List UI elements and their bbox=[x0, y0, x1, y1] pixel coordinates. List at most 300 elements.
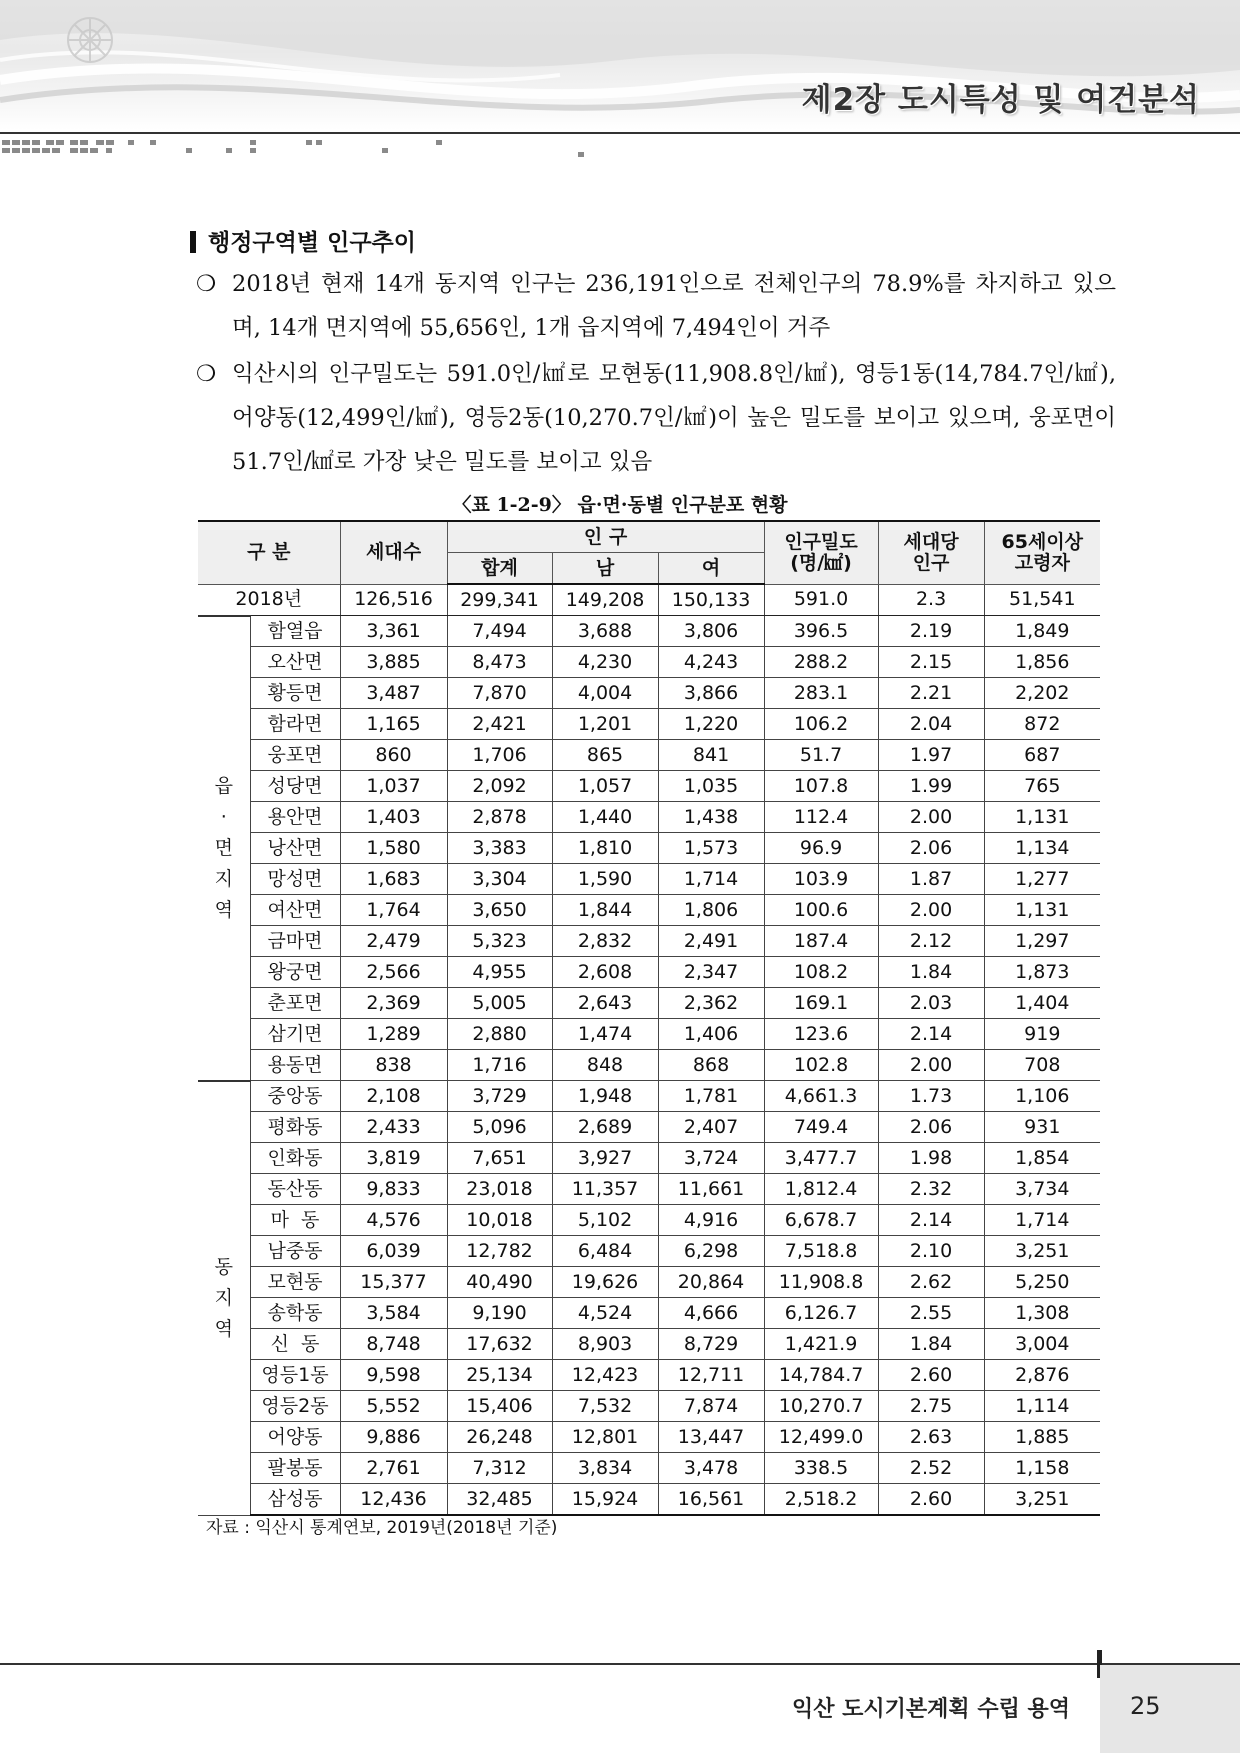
table-cell: 3,004 bbox=[984, 1329, 1100, 1360]
table-cell: 288.2 bbox=[764, 647, 878, 678]
region-name: 어양동 bbox=[250, 1422, 340, 1453]
table-cell: 5,323 bbox=[447, 926, 552, 957]
table-cell: 1.97 bbox=[878, 740, 984, 771]
region-name: 웅포면 bbox=[250, 740, 340, 771]
table-cell: 9,833 bbox=[340, 1174, 447, 1205]
table-cell: 1,406 bbox=[658, 1019, 764, 1050]
total-row-label: 2018년 bbox=[198, 584, 340, 616]
table-cell: 1,131 bbox=[984, 802, 1100, 833]
region-name: 망성면 bbox=[250, 864, 340, 895]
table-cell: 5,552 bbox=[340, 1391, 447, 1422]
table-cell: 4,576 bbox=[340, 1205, 447, 1236]
region-name: 마 동 bbox=[250, 1205, 340, 1236]
table-cell: 1,158 bbox=[984, 1453, 1100, 1484]
table-cell: 9,190 bbox=[447, 1298, 552, 1329]
table-cell: 15,377 bbox=[340, 1267, 447, 1298]
table-row bbox=[198, 1174, 1100, 1205]
table-row-total bbox=[198, 584, 1100, 616]
table-cell: 1,812.4 bbox=[764, 1174, 878, 1205]
table-cell: 6,484 bbox=[552, 1236, 658, 1267]
table-row bbox=[198, 833, 1100, 864]
group-label-char: 동 bbox=[214, 1255, 233, 1278]
table-cell: 15,924 bbox=[552, 1484, 658, 1516]
table-row bbox=[198, 1422, 1100, 1453]
table-cell: 26,248 bbox=[447, 1422, 552, 1453]
total-cell: 126,516 bbox=[340, 584, 447, 616]
table-cell: 1.98 bbox=[878, 1143, 984, 1174]
bullet-paragraph bbox=[196, 262, 1116, 350]
table-cell: 4,524 bbox=[552, 1298, 658, 1329]
group-label bbox=[198, 1081, 250, 1516]
table-cell: 2.60 bbox=[878, 1360, 984, 1391]
region-name: 인화동 bbox=[250, 1143, 340, 1174]
table-cell: 1,037 bbox=[340, 771, 447, 802]
table-row bbox=[198, 771, 1100, 802]
table-cell: 100.6 bbox=[764, 895, 878, 926]
table-cell: 2,518.2 bbox=[764, 1484, 878, 1516]
table-cell: 3,251 bbox=[984, 1484, 1100, 1516]
table-cell: 396.5 bbox=[764, 616, 878, 647]
table-cell: 7,874 bbox=[658, 1391, 764, 1422]
table-cell: 2.32 bbox=[878, 1174, 984, 1205]
header-male: 남 bbox=[552, 553, 658, 585]
region-name: 송학동 bbox=[250, 1298, 340, 1329]
table-cell: 3,584 bbox=[340, 1298, 447, 1329]
table-cell: 1,856 bbox=[984, 647, 1100, 678]
table-cell: 3,819 bbox=[340, 1143, 447, 1174]
page-number-box bbox=[1100, 1665, 1240, 1753]
table-cell: 872 bbox=[984, 709, 1100, 740]
table-cell: 12,436 bbox=[340, 1484, 447, 1516]
table-cell: 3,834 bbox=[552, 1453, 658, 1484]
region-name: 모현동 bbox=[250, 1267, 340, 1298]
table-cell: 112.4 bbox=[764, 802, 878, 833]
table-cell: 19,626 bbox=[552, 1267, 658, 1298]
bullet-text: 2018년 현재 14개 동지역 인구는 236,191인으로 전체인구의 78.9%를 차지하고 있으며, 14개 면지역에 55,656인, 1개 읍지역에 7,494인이 거주 bbox=[232, 271, 1116, 341]
table-cell: 6,678.7 bbox=[764, 1205, 878, 1236]
table-cell: 32,485 bbox=[447, 1484, 552, 1516]
table-cell: 5,005 bbox=[447, 988, 552, 1019]
table-cell: 1,297 bbox=[984, 926, 1100, 957]
table-cell: 1,440 bbox=[552, 802, 658, 833]
region-name: 왕궁면 bbox=[250, 957, 340, 988]
table-cell: 1,885 bbox=[984, 1422, 1100, 1453]
table-cell: 7,494 bbox=[447, 616, 552, 647]
region-name: 여산면 bbox=[250, 895, 340, 926]
table-cell: 1,421.9 bbox=[764, 1329, 878, 1360]
table-cell: 3,477.7 bbox=[764, 1143, 878, 1174]
table-cell: 4,243 bbox=[658, 647, 764, 678]
table-cell: 1,806 bbox=[658, 895, 764, 926]
table-cell: 1,277 bbox=[984, 864, 1100, 895]
table-cell: 3,478 bbox=[658, 1453, 764, 1484]
table-row bbox=[198, 1143, 1100, 1174]
table-cell: 2,369 bbox=[340, 988, 447, 1019]
header-female: 여 bbox=[658, 553, 764, 585]
table-cell: 25,134 bbox=[447, 1360, 552, 1391]
region-name: 영등1동 bbox=[250, 1360, 340, 1391]
table-cell: 2,092 bbox=[447, 771, 552, 802]
table-cell: 2.00 bbox=[878, 802, 984, 833]
table-cell: 2.52 bbox=[878, 1453, 984, 1484]
table-cell: 9,598 bbox=[340, 1360, 447, 1391]
table-cell: 1,165 bbox=[340, 709, 447, 740]
region-name: 용안면 bbox=[250, 802, 340, 833]
header-total: 합계 bbox=[447, 553, 552, 585]
table-cell: 2,479 bbox=[340, 926, 447, 957]
table-cell: 108.2 bbox=[764, 957, 878, 988]
table-cell: 2.14 bbox=[878, 1019, 984, 1050]
table-row bbox=[198, 1453, 1100, 1484]
region-name: 중앙동 bbox=[250, 1081, 340, 1112]
group-label-char: 역 bbox=[214, 1317, 233, 1340]
region-name: 남중동 bbox=[250, 1236, 340, 1267]
table-cell: 2,407 bbox=[658, 1112, 764, 1143]
table-cell: 10,270.7 bbox=[764, 1391, 878, 1422]
table-row bbox=[198, 740, 1100, 771]
table-cell: 2,362 bbox=[658, 988, 764, 1019]
table-row bbox=[198, 926, 1100, 957]
table-caption: 〈표 1-2-9〉 읍·면·동별 인구분포 현황 bbox=[452, 494, 788, 516]
table-row bbox=[198, 616, 1100, 647]
region-name: 오산면 bbox=[250, 647, 340, 678]
table-cell: 106.2 bbox=[764, 709, 878, 740]
table-cell: 2,347 bbox=[658, 957, 764, 988]
table-cell: 3,650 bbox=[447, 895, 552, 926]
total-cell: 2.3 bbox=[878, 584, 984, 616]
table-cell: 1.87 bbox=[878, 864, 984, 895]
table-cell: 2.75 bbox=[878, 1391, 984, 1422]
header-division: 구 분 bbox=[198, 521, 340, 584]
table-cell: 1,714 bbox=[658, 864, 764, 895]
table-cell: 2,689 bbox=[552, 1112, 658, 1143]
table-cell: 2,491 bbox=[658, 926, 764, 957]
table-cell: 1,854 bbox=[984, 1143, 1100, 1174]
table-cell: 931 bbox=[984, 1112, 1100, 1143]
table-cell: 4,230 bbox=[552, 647, 658, 678]
table-cell: 1,308 bbox=[984, 1298, 1100, 1329]
table-cell: 1.84 bbox=[878, 957, 984, 988]
table-cell: 3,866 bbox=[658, 678, 764, 709]
table-cell: 919 bbox=[984, 1019, 1100, 1050]
circle-bullet-icon: ❍ bbox=[196, 361, 217, 387]
group-label-char: 면 bbox=[214, 836, 233, 859]
table-cell: 3,729 bbox=[447, 1081, 552, 1112]
table-row bbox=[198, 1050, 1100, 1081]
region-name: 동산동 bbox=[250, 1174, 340, 1205]
table-row bbox=[198, 1391, 1100, 1422]
table-cell: 107.8 bbox=[764, 771, 878, 802]
table-cell: 1,134 bbox=[984, 833, 1100, 864]
table-cell: 841 bbox=[658, 740, 764, 771]
header-per-household bbox=[878, 521, 984, 584]
table-cell: 12,782 bbox=[447, 1236, 552, 1267]
region-name: 용동면 bbox=[250, 1050, 340, 1081]
table-cell: 848 bbox=[552, 1050, 658, 1081]
table-cell: 7,532 bbox=[552, 1391, 658, 1422]
table-cell: 15,406 bbox=[447, 1391, 552, 1422]
table-cell: 7,312 bbox=[447, 1453, 552, 1484]
table-cell: 3,487 bbox=[340, 678, 447, 709]
table-cell: 187.4 bbox=[764, 926, 878, 957]
table-cell: 3,383 bbox=[447, 833, 552, 864]
region-name: 황등면 bbox=[250, 678, 340, 709]
header-density-line2: (명/㎢) bbox=[790, 551, 852, 574]
table-cell: 7,651 bbox=[447, 1143, 552, 1174]
group-label bbox=[198, 616, 250, 1081]
table-cell: 2.60 bbox=[878, 1484, 984, 1516]
region-name: 춘포면 bbox=[250, 988, 340, 1019]
table-cell: 8,903 bbox=[552, 1329, 658, 1360]
table-cell: 1,573 bbox=[658, 833, 764, 864]
population-table bbox=[198, 520, 1100, 1516]
table-cell: 1,035 bbox=[658, 771, 764, 802]
table-cell: 1,580 bbox=[340, 833, 447, 864]
table-cell: 708 bbox=[984, 1050, 1100, 1081]
table-cell: 1,404 bbox=[984, 988, 1100, 1019]
table-cell: 11,357 bbox=[552, 1174, 658, 1205]
table-cell: 1,289 bbox=[340, 1019, 447, 1050]
table-cell: 1,716 bbox=[447, 1050, 552, 1081]
table-cell: 2,202 bbox=[984, 678, 1100, 709]
table-cell: 16,561 bbox=[658, 1484, 764, 1516]
region-name: 성당면 bbox=[250, 771, 340, 802]
group-label-char: 읍 bbox=[214, 774, 233, 797]
footer-divider bbox=[0, 1663, 1240, 1665]
chapter-title: 제2장 도시특성 및 여건분석 bbox=[801, 82, 1200, 118]
table-cell: 2.06 bbox=[878, 833, 984, 864]
total-cell: 591.0 bbox=[764, 584, 878, 616]
header-per-household-line2: 인구 bbox=[912, 551, 950, 574]
table-row bbox=[198, 1236, 1100, 1267]
section-heading-text: 행정구역별 인구추이 bbox=[208, 230, 416, 256]
header-elderly-line1: 65세이상 bbox=[1001, 530, 1084, 553]
table-cell: 12,423 bbox=[552, 1360, 658, 1391]
table-cell: 2.63 bbox=[878, 1422, 984, 1453]
table-cell: 2.55 bbox=[878, 1298, 984, 1329]
table-row bbox=[198, 802, 1100, 833]
table-row bbox=[198, 1484, 1100, 1516]
table-cell: 2.62 bbox=[878, 1267, 984, 1298]
table-cell: 687 bbox=[984, 740, 1100, 771]
table-row bbox=[198, 709, 1100, 740]
table-cell: 2,832 bbox=[552, 926, 658, 957]
header-households: 세대수 bbox=[340, 521, 447, 584]
table-row bbox=[198, 1267, 1100, 1298]
footer-document-title: 익산 도시기본계획 수립 용역 bbox=[791, 1697, 1070, 1722]
table-cell: 7,518.8 bbox=[764, 1236, 878, 1267]
table-cell: 102.8 bbox=[764, 1050, 878, 1081]
table-cell: 338.5 bbox=[764, 1453, 878, 1484]
header-per-household-line1: 세대당 bbox=[903, 530, 959, 553]
table-cell: 765 bbox=[984, 771, 1100, 802]
table-cell: 2.14 bbox=[878, 1205, 984, 1236]
table-cell: 1,057 bbox=[552, 771, 658, 802]
table-cell: 838 bbox=[340, 1050, 447, 1081]
table-cell: 2.00 bbox=[878, 895, 984, 926]
table-cell: 4,916 bbox=[658, 1205, 764, 1236]
table-cell: 51.7 bbox=[764, 740, 878, 771]
header-elderly bbox=[984, 521, 1100, 584]
table-cell: 12,711 bbox=[658, 1360, 764, 1391]
table-cell: 5,250 bbox=[984, 1267, 1100, 1298]
table-cell: 1,403 bbox=[340, 802, 447, 833]
table-cell: 3,304 bbox=[447, 864, 552, 895]
table-cell: 2.15 bbox=[878, 647, 984, 678]
table-cell: 1.99 bbox=[878, 771, 984, 802]
table-row bbox=[198, 1360, 1100, 1391]
table-cell: 2,108 bbox=[340, 1081, 447, 1112]
table-cell: 12,801 bbox=[552, 1422, 658, 1453]
header-elderly-line2: 고령자 bbox=[1014, 551, 1070, 574]
table-cell: 3,251 bbox=[984, 1236, 1100, 1267]
table-cell: 1,849 bbox=[984, 616, 1100, 647]
table-cell: 2,566 bbox=[340, 957, 447, 988]
table-cell: 868 bbox=[658, 1050, 764, 1081]
table-cell: 8,729 bbox=[658, 1329, 764, 1360]
table-row bbox=[198, 895, 1100, 926]
table-cell: 4,661.3 bbox=[764, 1081, 878, 1112]
table-cell: 1,781 bbox=[658, 1081, 764, 1112]
table-cell: 5,102 bbox=[552, 1205, 658, 1236]
table-cell: 1,438 bbox=[658, 802, 764, 833]
table-cell: 2.12 bbox=[878, 926, 984, 957]
region-name: 함라면 bbox=[250, 709, 340, 740]
region-name: 금마면 bbox=[250, 926, 340, 957]
group-label-char: · bbox=[220, 805, 227, 828]
table-cell: 1.84 bbox=[878, 1329, 984, 1360]
table-cell: 20,864 bbox=[658, 1267, 764, 1298]
table-cell: 1,764 bbox=[340, 895, 447, 926]
table-cell: 1,220 bbox=[658, 709, 764, 740]
table-cell: 23,018 bbox=[447, 1174, 552, 1205]
table-cell: 17,632 bbox=[447, 1329, 552, 1360]
table-cell: 1,948 bbox=[552, 1081, 658, 1112]
table-cell: 749.4 bbox=[764, 1112, 878, 1143]
table-cell: 4,004 bbox=[552, 678, 658, 709]
total-cell: 51,541 bbox=[984, 584, 1100, 616]
table-cell: 1,114 bbox=[984, 1391, 1100, 1422]
group-label-char: 지 bbox=[214, 867, 233, 890]
table-cell: 1,131 bbox=[984, 895, 1100, 926]
table-cell: 2.06 bbox=[878, 1112, 984, 1143]
table-cell: 1,201 bbox=[552, 709, 658, 740]
group-label-char: 지 bbox=[214, 1286, 233, 1309]
table-row bbox=[198, 864, 1100, 895]
heading-bar-marker bbox=[190, 231, 196, 253]
table-cell: 3,806 bbox=[658, 616, 764, 647]
region-name: 삼성동 bbox=[250, 1484, 340, 1516]
table-cell: 3,724 bbox=[658, 1143, 764, 1174]
table-cell: 1,474 bbox=[552, 1019, 658, 1050]
table-row bbox=[198, 1205, 1100, 1236]
table-cell: 6,039 bbox=[340, 1236, 447, 1267]
table-cell: 123.6 bbox=[764, 1019, 878, 1050]
bullet-paragraph bbox=[196, 352, 1116, 484]
table-cell: 1,106 bbox=[984, 1081, 1100, 1112]
table-row bbox=[198, 1329, 1100, 1360]
table-cell: 40,490 bbox=[447, 1267, 552, 1298]
table-cell: 6,126.7 bbox=[764, 1298, 878, 1329]
table-cell: 4,955 bbox=[447, 957, 552, 988]
region-name: 영등2동 bbox=[250, 1391, 340, 1422]
table-cell: 4,666 bbox=[658, 1298, 764, 1329]
table-cell: 6,298 bbox=[658, 1236, 764, 1267]
table-cell: 2.19 bbox=[878, 616, 984, 647]
table-row bbox=[198, 1019, 1100, 1050]
table-cell: 2,878 bbox=[447, 802, 552, 833]
section-heading bbox=[190, 224, 416, 257]
table-cell: 1.73 bbox=[878, 1081, 984, 1112]
table-cell: 8,473 bbox=[447, 647, 552, 678]
table-cell: 13,447 bbox=[658, 1422, 764, 1453]
table-cell: 11,661 bbox=[658, 1174, 764, 1205]
region-name: 신 동 bbox=[250, 1329, 340, 1360]
table-cell: 2,608 bbox=[552, 957, 658, 988]
table-cell: 3,688 bbox=[552, 616, 658, 647]
table-row bbox=[198, 678, 1100, 709]
header-population: 인 구 bbox=[447, 521, 764, 553]
table-cell: 103.9 bbox=[764, 864, 878, 895]
table-cell: 96.9 bbox=[764, 833, 878, 864]
table-cell: 8,748 bbox=[340, 1329, 447, 1360]
table-cell: 2.10 bbox=[878, 1236, 984, 1267]
table-cell: 2.03 bbox=[878, 988, 984, 1019]
table-cell: 860 bbox=[340, 740, 447, 771]
table-cell: 2,421 bbox=[447, 709, 552, 740]
table-cell: 3,361 bbox=[340, 616, 447, 647]
table-cell: 11,908.8 bbox=[764, 1267, 878, 1298]
table-cell: 1,590 bbox=[552, 864, 658, 895]
header-density bbox=[764, 521, 878, 584]
table-source-note: 자료 : 익산시 통계연보, 2019년(2018년 기준) bbox=[206, 1518, 558, 1538]
table-cell: 1,873 bbox=[984, 957, 1100, 988]
table-body bbox=[198, 584, 1100, 1515]
table-cell: 12,499.0 bbox=[764, 1422, 878, 1453]
header-density-line1: 인구밀도 bbox=[784, 530, 858, 553]
table-cell: 3,734 bbox=[984, 1174, 1100, 1205]
table-row bbox=[198, 1081, 1100, 1112]
table-cell: 1,706 bbox=[447, 740, 552, 771]
table-cell: 169.1 bbox=[764, 988, 878, 1019]
region-name: 낭산면 bbox=[250, 833, 340, 864]
page-number: 25 bbox=[1130, 1692, 1161, 1720]
table-cell: 2.00 bbox=[878, 1050, 984, 1081]
table-row bbox=[198, 988, 1100, 1019]
table-cell: 9,886 bbox=[340, 1422, 447, 1453]
table-cell: 2.21 bbox=[878, 678, 984, 709]
region-name: 함열읍 bbox=[250, 616, 340, 647]
table-row bbox=[198, 647, 1100, 678]
table-cell: 283.1 bbox=[764, 678, 878, 709]
header-divider bbox=[0, 132, 1240, 134]
table-cell: 1,714 bbox=[984, 1205, 1100, 1236]
table-cell: 2,643 bbox=[552, 988, 658, 1019]
table-cell: 7,870 bbox=[447, 678, 552, 709]
total-cell: 150,133 bbox=[658, 584, 764, 616]
table-cell: 14,784.7 bbox=[764, 1360, 878, 1391]
region-name: 삼기면 bbox=[250, 1019, 340, 1050]
table-row bbox=[198, 1112, 1100, 1143]
table-row bbox=[198, 1298, 1100, 1329]
circle-bullet-icon: ❍ bbox=[196, 271, 217, 297]
table-cell: 1,683 bbox=[340, 864, 447, 895]
table-cell: 3,927 bbox=[552, 1143, 658, 1174]
table-cell: 10,018 bbox=[447, 1205, 552, 1236]
table-cell: 1,810 bbox=[552, 833, 658, 864]
table-cell: 3,885 bbox=[340, 647, 447, 678]
table-cell: 2,761 bbox=[340, 1453, 447, 1484]
